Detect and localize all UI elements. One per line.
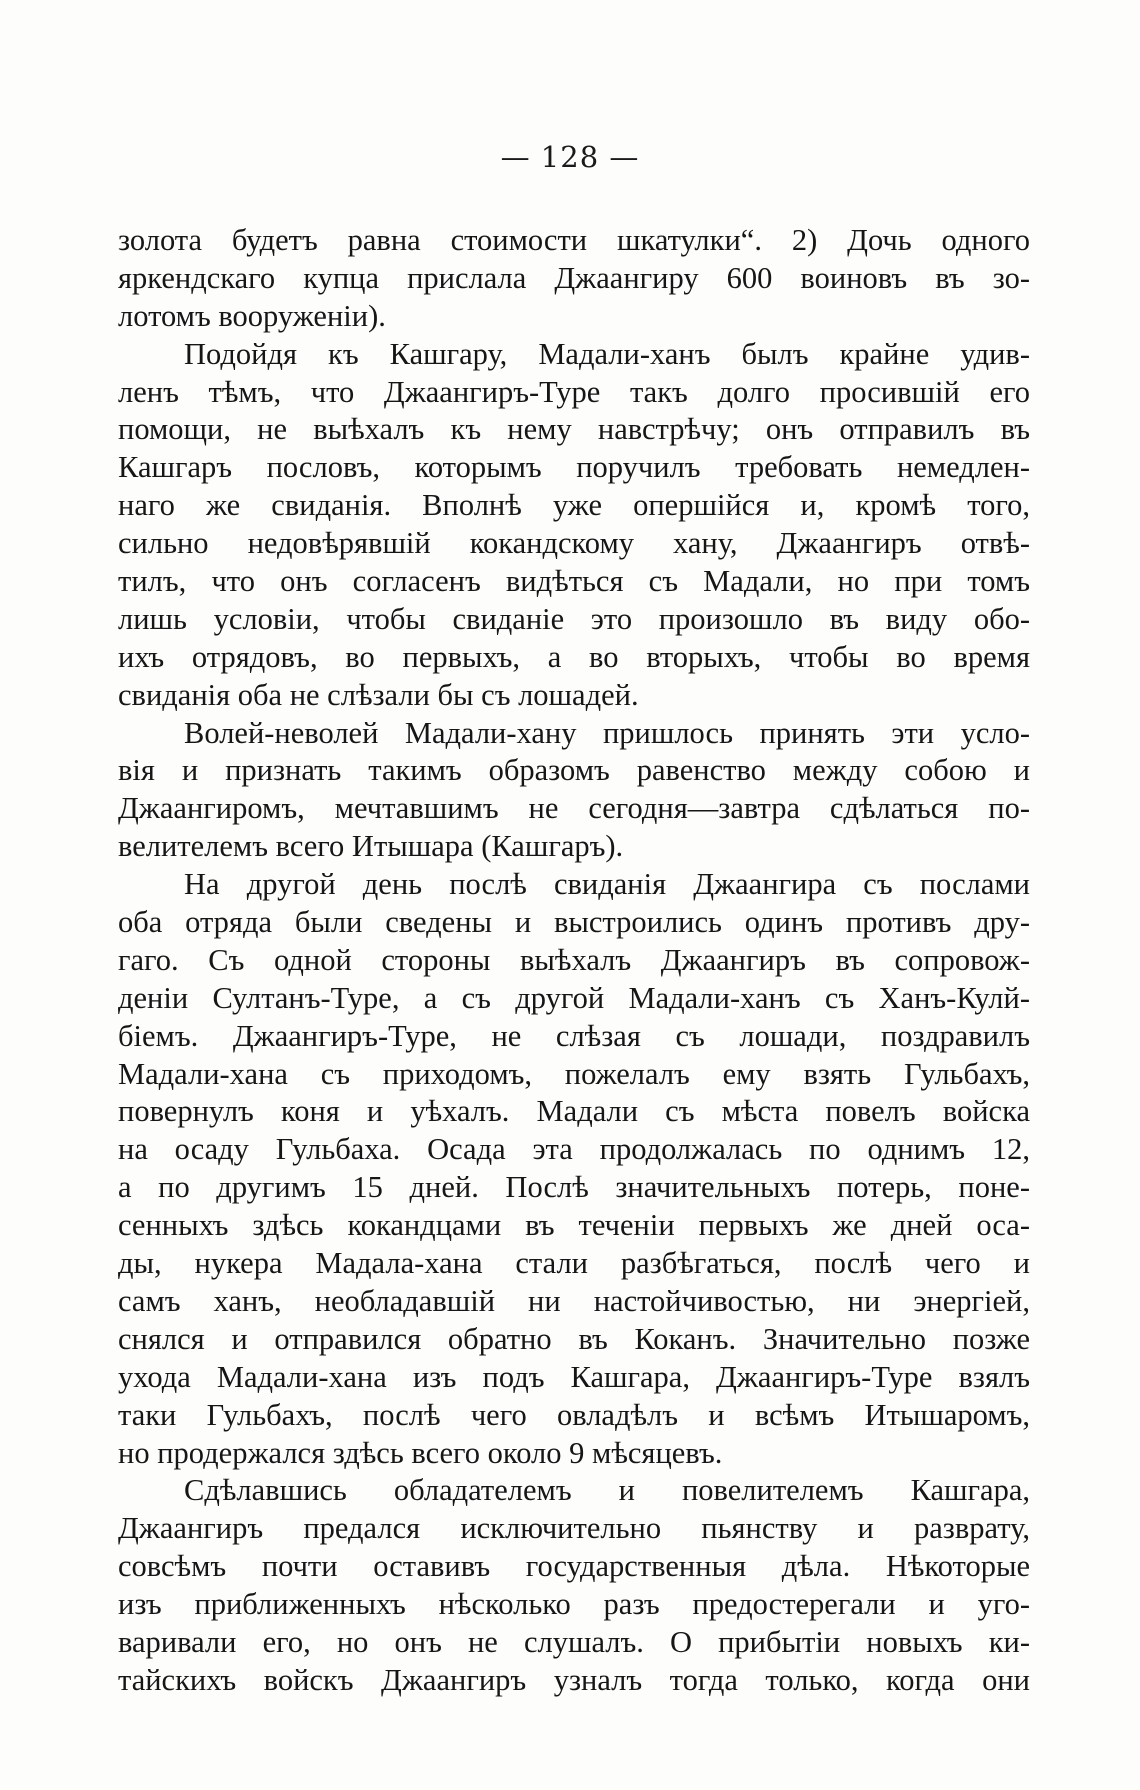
text-line: варивали его, но онъ не слушалъ. О прибытіи новыхъ ки- bbox=[118, 1624, 1030, 1659]
text-line: золота будетъ равна стоимости шкатулки“. 2) Дочь одного bbox=[118, 223, 1030, 257]
paragraph bbox=[118, 1472, 1030, 1699]
text-line: ды, нукера Мадала-хана стали разбѣгаться, послѣ чего и bbox=[118, 1246, 1030, 1281]
text-line: снялся и отправился обратно въ Коканъ. Значительно позже bbox=[118, 1321, 1030, 1356]
text-line: ихъ отрядовъ, во первыхъ, а во вторыхъ, чтобы во время bbox=[118, 639, 1030, 674]
paragraph bbox=[118, 715, 1030, 867]
text-line: но продержался здѣсь всего около 9 мѣсяцевъ. bbox=[118, 1435, 723, 1470]
text-line: Волей-неволей Мадали-хану пришлось принять эти усло- bbox=[184, 715, 1030, 750]
text-line: яркендскаго купца прислала Джаангиру 600 воиновъ въ зо- bbox=[118, 260, 1030, 295]
text-line: вія и признать такимъ образомъ равенство между собою и bbox=[118, 753, 1030, 788]
text-line: изъ приближенныхъ нѣсколько разъ предостерегали и уго- bbox=[118, 1587, 1030, 1622]
text-line: Кашгаръ пословъ, которымъ поручилъ требовать немедлен- bbox=[118, 450, 1030, 485]
text-line: наго же свиданія. Вполнѣ уже опершійся и, кромѣ того, bbox=[118, 488, 1030, 523]
text-line: таки Гульбахъ, послѣ чего овладѣлъ и всѣмъ Итышаромъ, bbox=[118, 1397, 1030, 1432]
text-line: Сдѣлавшись обладателемъ и повелителемъ Кашгара, bbox=[184, 1473, 1030, 1508]
text-line: ленъ тѣмъ, что Джаангиръ-Туре такъ долго просившій его bbox=[118, 374, 1030, 409]
page-number: — 128 — bbox=[500, 140, 640, 174]
text-line: на осаду Гульбаха. Осада эта продолжалась по однимъ 12, bbox=[118, 1132, 1030, 1167]
paragraph bbox=[118, 222, 1030, 336]
text-line: біемъ. Джаангиръ-Туре, не слѣзая съ лошади, поздравилъ bbox=[118, 1018, 1030, 1053]
text-line: Подойдя къ Кашгару, Мадали-ханъ былъ крайне удив- bbox=[184, 336, 1030, 371]
text-line: тилъ, что онъ согласенъ видѣться съ Мадали, но при томъ bbox=[118, 564, 1030, 599]
text-line: самъ ханъ, необладавшій ни настойчивостью, ни энергіей, bbox=[118, 1283, 1030, 1318]
paragraph bbox=[118, 336, 1030, 715]
text-line: повернулъ коня и уѣхалъ. Мадали съ мѣста повелъ войска bbox=[118, 1094, 1030, 1129]
paragraph bbox=[118, 866, 1030, 1472]
text-line: деніи Султанъ-Туре, а съ другой Мадали-ханъ съ Ханъ-Кулй- bbox=[118, 980, 1030, 1015]
text-line: совсѣмъ почти оставивъ государственныя дѣла. Нѣкоторые bbox=[118, 1549, 1030, 1584]
page-text-body bbox=[118, 222, 1030, 1700]
text-line: лотомъ вооруженіи). bbox=[118, 298, 386, 333]
text-line: сенныхъ здѣсь кокандцами въ теченіи первыхъ же дней оса- bbox=[118, 1208, 1030, 1243]
text-line: лишь условіи, чтобы свиданіе это произошло въ виду обо- bbox=[118, 601, 1030, 636]
text-line: сильно недовѣрявшій кокандскому хану, Джаангиръ отвѣ- bbox=[118, 526, 1030, 561]
text-line: велителемъ всего Итышара (Кашгаръ). bbox=[118, 829, 624, 864]
text-line: На другой день послѣ свиданія Джаангира съ послами bbox=[184, 867, 1030, 902]
text-line: оба отряда были сведены и выстроились одинъ противъ дру- bbox=[118, 905, 1030, 940]
text-line: тайскихъ войскъ Джаангиръ узналъ тогда только, когда они bbox=[118, 1662, 1030, 1697]
text-line: ухода Мадали-хана изъ подъ Кашгара, Джаангиръ-Туре взялъ bbox=[118, 1359, 1030, 1394]
text-line: Джаангиромъ, мечтавшимъ не сегодня—завтра сдѣлаться по- bbox=[118, 791, 1030, 826]
text-line: свиданія оба не слѣзали бы съ лошадей. bbox=[118, 677, 639, 712]
text-line: а по другимъ 15 дней. Послѣ значительныхъ потерь, поне- bbox=[118, 1170, 1030, 1205]
text-line: помощи, не выѣхалъ къ нему навстрѣчу; онъ отправилъ въ bbox=[118, 412, 1030, 447]
text-line: Джаангиръ предался исключительно пьянству и разврату, bbox=[118, 1511, 1030, 1546]
text-line: Мадали-хана съ приходомъ, пожелалъ ему взять Гульбахъ, bbox=[118, 1056, 1030, 1091]
text-line: гаго. Съ одной стороны выѣхалъ Джаангиръ въ сопровож- bbox=[118, 942, 1030, 977]
